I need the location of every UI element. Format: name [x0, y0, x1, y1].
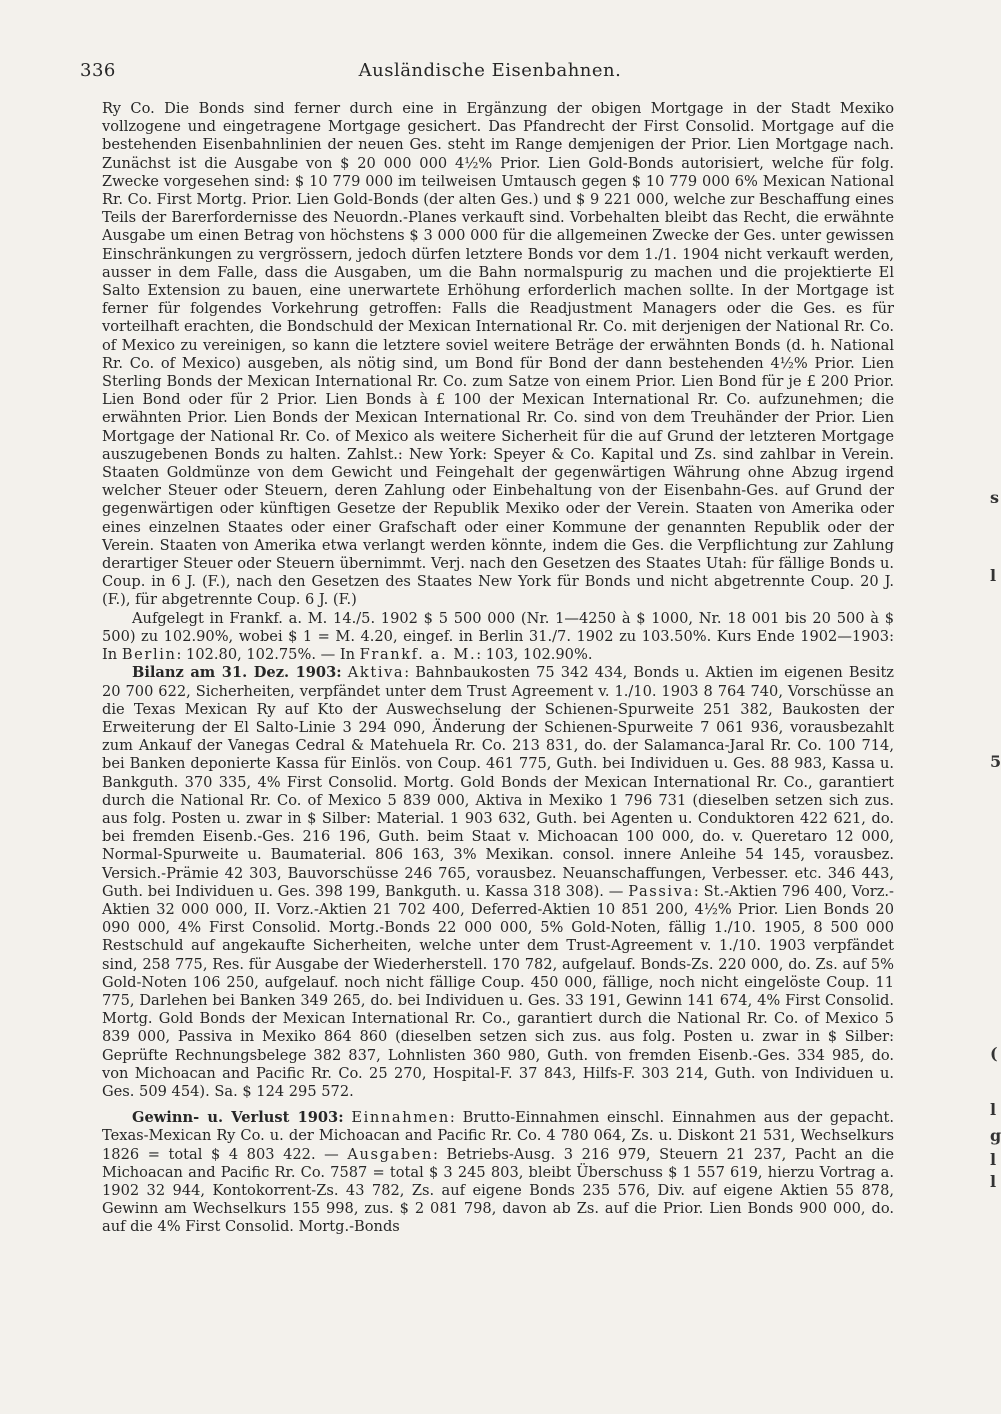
- edge-mark: 5: [990, 752, 1001, 771]
- aktiva-text: : Bahnbaukosten 75 342 434, Bonds u. Aktien im eigenen Besitz 20 700 622, Sicherheiten, verpfändet unter dem Trust Agreement v. 1./10. 1903 8 764 740, Vorschüsse an die Texas Mexican Ry auf Kto der Auswechselung der Schienen-Spurweite 251 382, Baukosten der Erweiterung der El Salto-Linie 3 294 090, Änderung der Schienen-Spurweite 7 061 936, vorausbezahlt zum Ankauf der Vanegas Cedral & Matehuela Rr. Co. 213 831, do. der Salamanca-Jaral Rr. Co. 100 714, bei Banken deponierte Kassa für Einlös. von Coup. 461 775, Guth. bei Individuen u. Ges. 88 983, Kassa u. Bankguth. 370 335, 4% First Consolid. Mortg. Gold Bonds der Mexican International Rr. Co., garantiert durch die National Rr. Co. of Mexico 5 839 000, Aktiva in Mexiko 1 796 731 (dieselben setzen sich zus. aus folg. Posten u. zwar in $ Silber: Material. 1 903 632, Guth. bei Agenten u. Conduktoren 422 621, do. bei fremden Eisenb.-Ges. 216 196, Guth. beim Staat v. Michoacan 100 000, do. v. Queretaro 12 000, Normal-Spurweite u. Baumaterial. 806 163, 3% Mexikan. consol. innere Anleihe 54 145, vorausbez. Versich.-Prämie 42 303, Bauvorschüsse 246 765, vorausbez. Neuanschaffungen, Verbesser. etc. 346 443, Guth. bei Individuen u. Ges. 398 199, Bankguth. u. Kassa 318 308). —: [102, 664, 894, 900]
- running-title: Ausländische Eisenbahnen.: [358, 60, 622, 81]
- listing-place-frankfurt: Frankf. a. M.: [359, 646, 477, 664]
- listing-text-1: Aufgelegt in Frankf. a. M. 14./5. 1902 $ 5 500 000 (Nr. 1—4250 à $ 1000, Nr. 18 001 bis 20 500 à $ 500) zu 102.90%, wobei $ 1 = M. 4.20, eingef. in Berlin 31./7. 1902 zu 103.50%. Kurs Ende 1902—1903: In: [102, 609, 894, 664]
- edge-mark: l: [990, 1172, 997, 1191]
- profit-loss-heading: Gewinn- u. Verlust 1903:: [132, 1109, 344, 1127]
- listing-place-berlin: Berlin: [121, 646, 177, 664]
- body-text: [102, 100, 894, 1237]
- listing-text-3: : 103, 102.90%.: [476, 646, 593, 664]
- edge-mark: s: [990, 488, 1000, 507]
- aktiva-label: Aktiva: [347, 664, 405, 682]
- edge-mark: (: [990, 1044, 998, 1063]
- paragraph-balance-sheet: [102, 664, 894, 1101]
- edge-mark: g: [990, 1126, 1001, 1145]
- page-number: 336: [80, 60, 116, 81]
- ausgaben-text: : Betriebs-Ausg. 3 216 979, Steuern 21 237, Pacht an die Michoacan and Pacific Rr. Co. 7587 = total $ 3 245 803, bleibt Überschuss $ 1 557 619, hierzu Vortrag a. 1902 32 944, Kontokorrent-Zs. 43 782, Zs. auf eigene Bonds 235 576, Div. auf eigene Aktien 55 878, Gewinn am Wechselkurs 155 998, zus. $ 2 081 798, davon ab Zs. auf die Prior. Lien Bonds 900 000, do. auf die 4% First Consolid. Mortg.-Bonds: [102, 1145, 894, 1236]
- listing-text-2: : 102.80, 102.75%. — In: [176, 646, 360, 664]
- paragraph-bond-terms: Ry Co. Die Bonds sind ferner durch eine in Ergänzung der obigen Mortgage in der Stadt Mexiko vollzogene und eingetragene Mortgage gesichert. Das Pfandrecht der First Consolid. Mortgage auf die bestehenden Eisenbahnlinien der neuen Ges. steht im Range demjenigen der Prior. Lien Mortgage nach. Zunächst ist die Ausgabe von $ 20 000 000 4½% Prior. Lien Gold-Bonds autorisiert, welche für folg. Zwecke vorgesehen sind: $ 10 779 000 im teilweisen Umtausch gegen $ 10 779 000 6% Mexican National Rr. Co. First Mortg. Prior. Lien Gold-Bonds (der alten Ges.) und $ 9 221 000, welche zur Beschaffung eines Teils der Barerfordernisse des Neuordn.-Planes verkauft sind. Vorbehalten bleibt das Recht, die erwähnte Ausgabe um einen Betrag von höchstens $ 3 000 000 für die allgemeinen Zwecke der Ges. unter gewissen Einschränkungen zu vergrössern, jedoch dürfen letztere Bonds vor dem 1./1. 1904 nicht verkauft werden, ausser in dem Falle, dass die Ausgaben, um die Bahn normalspurig zu machen und die projektierte El Salto Extension zu bauen, eine unerwartete Erhöhung erforderlich machen sollte. In der Mortgage ist ferner für folgendes Vorkehrung getroffen: Falls die Readjustment Managers oder die Ges. es für vorteilhaft erachten, die Bondschuld der Mexican International Rr. Co. mit derjenigen der National Rr. Co. of Mexico zu vereinigen, so kann die letztere soviel weitere Beträge der erwähnten Bonds (d. h. National Rr. Co. of Mexico) ausgeben, als nötig sind, um Bond für Bond der dann bestehenden 4½% Prior. Lien Sterling Bonds der Mexican International Rr. Co. zum Satze von einem Prior. Lien Bond für je £ 200 Prior. Lien Bond oder für 2 Prior. Lien Bonds à £ 100 der Mexican International Rr. Co. aufzunehmen; die erwähnten Prior. Lien Bonds der Mexican International Rr. Co. sind von dem Treuhänder der Prior. Lien Mortgage der National Rr. Co. of Mexico als weitere Sicherheit für die auf Grund der letzteren Mortgage auszugebenen Bonds zu halten. Zahlst.: New York: Speyer & Co. Kapital und Zs. sind zahlbar in Verein. Staaten Goldmünze von dem Gewicht und Feingehalt der gegenwärtigen Währung ohne Abzug irgend welcher Steuer oder Steuern, deren Zahlung oder Einbehaltung von der Eisenbahn-Ges. auf Grund der gegenwärtigen oder künftigen Gesetze der Republik Mexiko oder der Verein. Staaten von Amerika oder eines einzelnen Staates oder einer Grafschaft oder einer Kommune der genannten Republik oder der Verein. Staaten von Amerika etwa verlangt werden könnte, indem die Ges. die Verpflichtung zur Zahlung derartiger Steuer oder Steuern übernimmt. Verj. nach den Gesetzen des Staates Utah: für fällige Bonds u. Coup. in 6 J. (F.), nach den Gesetzen des Staates New York für Bonds und nicht abgetrennte Coup. 20 J. (F.), für abgetrennte Coup. 6 J. (F.): [102, 100, 894, 609]
- edge-mark: l: [990, 1100, 997, 1119]
- passiva-text: : St.-Aktien 796 400, Vorz.-Aktien 32 000 000, II. Vorz.-Aktien 21 702 400, Deferred-Aktien 10 851 200, 4½% Prior. Lien Bonds 20 090 000, 4% First Consolid. Mortg.-Bonds 22 000 000, 5% Gold-Noten, fällig 1./10. 1905, 8 500 000 Restschuld auf angekaufte Sicherheiten, welche unter dem Trust-Agreement v. 1./10. 1903 verpfändet sind, 258 775, Res. für Ausgabe der Wiederherstell. 170 782, aufgelauf. Bonds-Zs. 220 000, do. Zs. auf 5% Gold-Noten 106 250, aufgelauf. noch nicht fällige Coup. 450 000, fällige, noch nicht eingelöste Coup. 11 775, Darlehen bei Banken 349 265, do. bei Individuen u. Ges. 33 191, Gewinn 141 674, 4% First Consolid. Mortg. Gold Bonds der Mexican International Rr. Co., garantiert durch die National Rr. Co. of Mexico 5 839 000, Passiva in Mexiko 864 860 (dieselben setzen sich zus. aus folg. Posten u. zwar in $ Silber: Geprüfte Rechnungsbelege 382 837, Lohnlisten 360 980, Guth. von fremden Eisenb.-Ges. 334 985, do. von Michoacan and Pacific Rr. Co. 25 270, Hospital-F. 37 843, Hilfs-F. 303 214, Guth. von Individuen u. Ges. 509 454). Sa. $ 124 295 572.: [102, 882, 894, 1100]
- einnahmen-label: Einnahmen: [351, 1109, 450, 1127]
- ausgaben-label: Ausgaben: [347, 1145, 434, 1163]
- paragraph-profit-loss: [102, 1109, 894, 1236]
- edge-mark: l: [990, 566, 997, 585]
- paragraph-listing: [102, 610, 894, 665]
- edge-mark: l: [990, 1150, 997, 1169]
- balance-heading: Bilanz am 31. Dez. 1903:: [132, 664, 342, 682]
- passiva-label: Passiva: [628, 882, 694, 900]
- einnahmen-text: : Brutto-Einnahmen einschl. Einnahmen aus der gepacht. Texas-Mexican Ry Co. u. der Michoacan and Pacific Rr. Co. 4 780 064, Zs. u. Diskont 21 531, Wechselkurs 1826 = total $ 4 803 422. —: [102, 1109, 894, 1163]
- adjacent-page-edge: [990, 0, 1001, 1414]
- page-header: [80, 60, 900, 88]
